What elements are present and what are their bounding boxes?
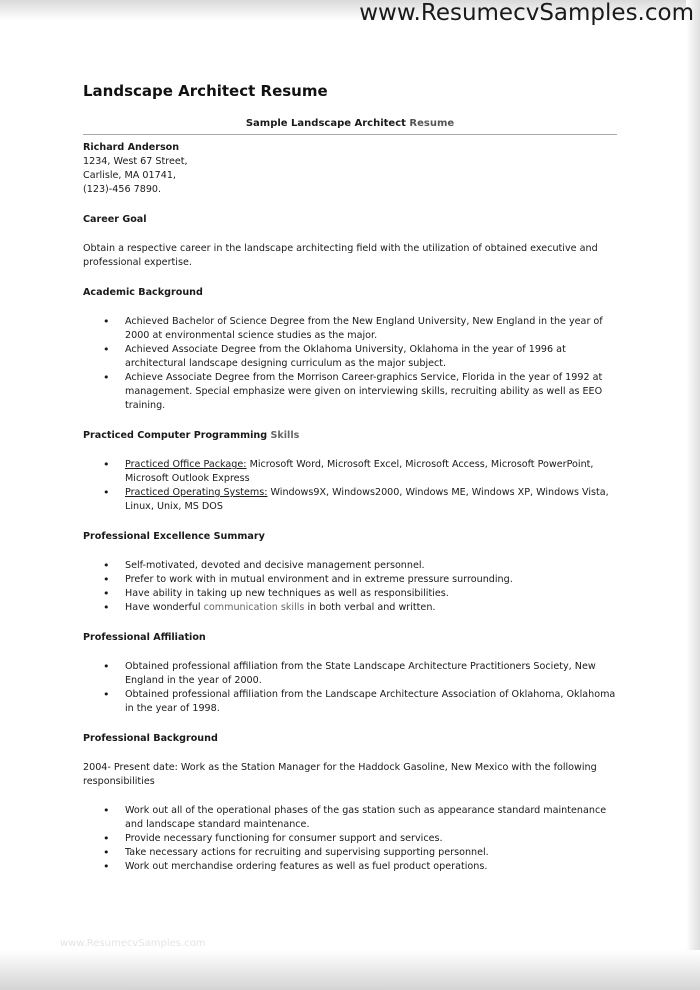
bottom-shadow — [0, 950, 700, 990]
subtitle-accent: Resume — [409, 118, 455, 129]
list-item: • Achieved Associate Degree from the Oklahoma University, Oklahoma in the year of 1996 at architectural landscape designing curriculum as the major subject. — [83, 343, 617, 371]
list-item: • Achieve Associate Degree from the Morrison Career-graphics Service, Florida in the year of 1992 at management. Special emphasize were given on interviewing skills, recruiting ability as well as EEO training. — [83, 371, 617, 413]
list-item: • Self-motivated, devoted and decisive management personnel. — [83, 559, 617, 573]
operating-systems-text: Windows9X, Windows2000, Windows ME, Windows XP, Windows Vista, Linux, Unix, MS DOS — [125, 487, 609, 512]
contact-phone: (123)-456 7890. — [83, 184, 162, 195]
background-list — [83, 804, 617, 874]
affiliation-list — [83, 660, 617, 716]
subtitle-main: Sample Landscape Architect — [245, 118, 406, 129]
communication-skills-link[interactable]: communication skills — [203, 602, 305, 613]
heading-computer-main: Practiced Computer Programming — [83, 430, 268, 441]
heading-affiliation: Professional Affiliation — [83, 632, 206, 643]
office-package-text: Microsoft Word, Microsoft Excel, Microsoft Access, Microsoft PowerPoint, Microsoft Outlook Express — [125, 459, 594, 484]
list-item: • Take necessary actions for recruiting and supervising supporting personnel. — [83, 846, 617, 860]
operating-systems-label: Practiced Operating Systems: — [125, 487, 268, 498]
heading-career-goal: Career Goal — [83, 214, 147, 225]
list-item: • Have ability in taking up new techniques as well as responsibilities. — [83, 587, 617, 601]
contact-name: Richard Anderson — [83, 142, 180, 153]
list-item — [83, 601, 617, 615]
background-intro: 2004- Present date: Work as the Station Manager for the Haddock Gasoline, New Mexico with the following responsibilities — [83, 762, 597, 787]
footer-watermark: www.ResumecvSamples.com — [60, 938, 206, 949]
site-watermark: www.ResumecvSamples.com — [359, 0, 694, 26]
heading-computer-accent: Skills — [270, 430, 300, 441]
excellence-last-before: Have wonderful — [125, 602, 204, 613]
list-item: • Work out all of the operational phases of the gas station such as appearance standard maintenance and landscape standard maintenance. — [83, 804, 617, 832]
office-package-label: Practiced Office Package: — [125, 459, 247, 470]
contact-block — [83, 141, 617, 197]
computer-list — [83, 458, 617, 514]
list-item: • Achieved Bachelor of Science Degree from the New England University, New England in the year of 2000 at environmental science studies as the major. — [83, 315, 617, 343]
heading-academic: Academic Background — [83, 287, 203, 298]
subtitle — [83, 118, 617, 129]
list-item: • Work out merchandise ordering features as well as fuel product operations. — [83, 860, 617, 874]
resume-page — [83, 82, 617, 874]
heading-background: Professional Background — [83, 733, 218, 744]
divider — [83, 134, 617, 135]
list-item: • Provide necessary functioning for consumer support and services. — [83, 832, 617, 846]
list-item: • Prefer to work with in mutual environment and in extreme pressure surrounding. — [83, 573, 617, 587]
heading-computer-skills — [83, 429, 617, 443]
excellence-list — [83, 559, 617, 615]
list-item — [83, 458, 617, 486]
excellence-last-after: in both verbal and written. — [304, 602, 436, 613]
contact-address-1: 1234, West 67 Street, — [83, 156, 188, 167]
page-title: Landscape Architect Resume — [83, 82, 328, 100]
list-item: • Obtained professional affiliation from the Landscape Architecture Association of Oklahoma, Oklahoma in the year of 1998. — [83, 688, 617, 716]
contact-address-2: Carlisle, MA 01741, — [83, 170, 176, 181]
heading-excellence: Professional Excellence Summary — [83, 531, 265, 542]
academic-list — [83, 315, 617, 413]
list-item — [83, 486, 617, 514]
right-shadow — [686, 0, 700, 990]
list-item: • Obtained professional affiliation from the State Landscape Architecture Practitioners Society, New England in the year of 2000. — [83, 660, 617, 688]
career-goal-text: Obtain a respective career in the landscape architecting field with the utilization of obtained executive and professional expertise. — [83, 243, 598, 268]
